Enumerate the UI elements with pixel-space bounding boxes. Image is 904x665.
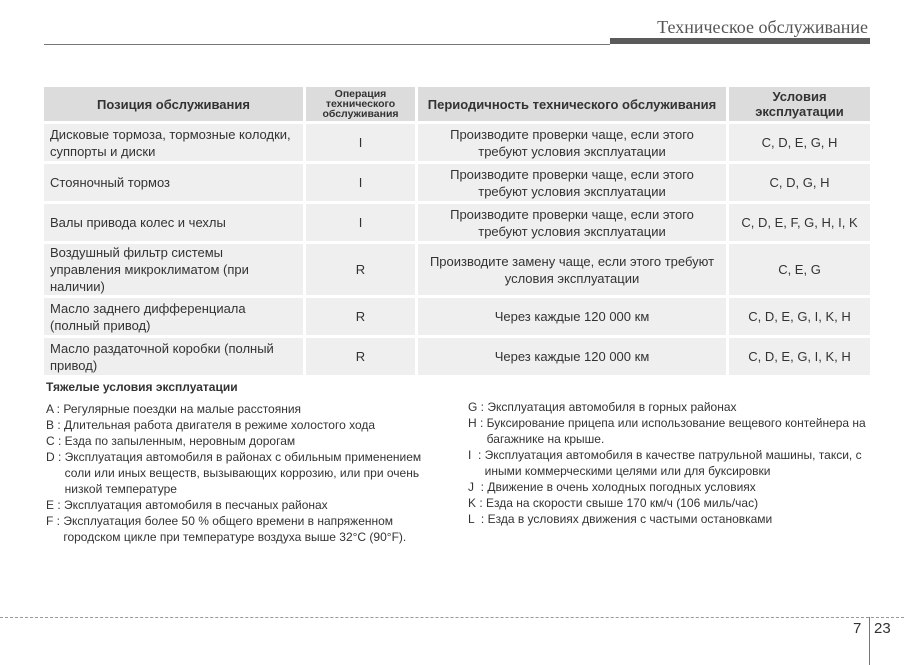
- list-item: [46, 497, 446, 513]
- cell-item: Воздушный фильтр системы управления микроклиматом (при наличии): [44, 244, 303, 295]
- table-row: [44, 204, 870, 241]
- condition-letter: J :: [468, 480, 488, 494]
- cell-operation: R: [306, 298, 415, 335]
- cell-operation: I: [306, 164, 415, 201]
- cell-interval: Производите проверки чаще, если этого требуют условия эксплуатации: [418, 124, 726, 161]
- condition-text: Эксплуатация более 50 % общего времени в напряженном городском цикле при температуре воздуха выше 32°C (90°F).: [63, 514, 407, 544]
- cell-item: Масло раздаточной коробки (полный привод): [44, 338, 303, 375]
- conditions-title: Тяжелые условия эксплуатации: [46, 380, 238, 394]
- footer-divider: [0, 617, 904, 618]
- conditions-list-left: [46, 401, 446, 545]
- condition-letter: K :: [468, 496, 487, 510]
- condition-text: Регулярные поездки на малые расстояния: [63, 402, 302, 416]
- cell-item: Стояночный тормоз: [44, 164, 303, 201]
- cell-operation: I: [306, 124, 415, 161]
- list-item: [468, 415, 878, 447]
- list-item: [468, 447, 878, 479]
- condition-text: Эксплуатация автомобиля в качестве патрульной машины, такси, с иными коммерческими целями или для буксировки: [484, 448, 862, 478]
- header-divider: [44, 44, 610, 45]
- condition-letter: C :: [46, 434, 65, 448]
- cell-operation: R: [306, 244, 415, 295]
- page-number: 23: [874, 620, 891, 637]
- conditions-list-right: [468, 399, 878, 527]
- chapter-number: 7: [853, 620, 862, 637]
- list-item: [468, 399, 878, 415]
- cell-item: Дисковые тормоза, тормозные колодки, суппорты и диски: [44, 124, 303, 161]
- condition-letter: H :: [468, 416, 487, 430]
- cell-interval: Производите проверки чаще, если этого требуют условия эксплуатации: [418, 204, 726, 241]
- header-interval: Периодичность технического обслуживания: [418, 87, 726, 121]
- cell-conditions: C, D, G, H: [729, 164, 870, 201]
- condition-text: Эксплуатация автомобиля в горных районах: [487, 400, 737, 414]
- list-item: [46, 417, 446, 433]
- cell-conditions: C, D, E, G, I, K, H: [729, 298, 870, 335]
- condition-letter: A :: [46, 402, 64, 416]
- table-row: [44, 338, 870, 375]
- header-accent-bar: [610, 38, 870, 44]
- condition-text: Езда по запыленным, неровным дорогам: [64, 434, 296, 448]
- list-item: [46, 513, 446, 545]
- cell-interval: Через каждые 120 000 км: [418, 298, 726, 335]
- list-item: [46, 401, 446, 417]
- cell-item: Масло заднего дифференциала (полный привод): [44, 298, 303, 335]
- cell-operation: R: [306, 338, 415, 375]
- condition-letter: I :: [468, 448, 485, 462]
- header-operation: Операция технического обслуживания: [306, 87, 415, 121]
- condition-text: Буксирование прицепа или использование вещевого контейнера на багажнике на крыше.: [486, 416, 866, 446]
- condition-text: Езда в условиях движения с частыми остановками: [487, 512, 773, 526]
- list-item: [46, 449, 446, 497]
- cell-interval: Производите проверки чаще, если этого требуют условия эксплуатации: [418, 164, 726, 201]
- table-row: [44, 244, 870, 295]
- condition-letter: B :: [46, 418, 65, 432]
- condition-letter: L :: [468, 512, 488, 526]
- condition-text: Движение в очень холодных погодных условиях: [487, 480, 756, 494]
- table-row: [44, 164, 870, 201]
- cell-conditions: C, D, E, G, I, K, H: [729, 338, 870, 375]
- condition-text: Длительная работа двигателя в режиме холостого хода: [64, 418, 376, 432]
- condition-letter: E :: [46, 498, 65, 512]
- table-row: [44, 124, 870, 161]
- page-header-title: Техническое обслуживание: [657, 17, 868, 37]
- list-item: [468, 495, 878, 511]
- list-item: [468, 511, 878, 527]
- maintenance-table: [41, 84, 873, 378]
- condition-text: Эксплуатация автомобиля в песчаных районах: [64, 498, 328, 512]
- table-row: [44, 298, 870, 335]
- condition-letter: D :: [46, 450, 65, 464]
- list-item: [468, 479, 878, 495]
- header-item: Позиция обслуживания: [44, 87, 303, 121]
- condition-letter: G :: [468, 400, 488, 414]
- cell-item: Валы привода колес и чехлы: [44, 204, 303, 241]
- condition-text: Езда на скорости свыше 170 км/ч (106 миль/час): [486, 496, 759, 510]
- cell-conditions: C, D, E, G, H: [729, 124, 870, 161]
- cell-operation: I: [306, 204, 415, 241]
- table-header-row: [44, 87, 870, 121]
- cell-interval: Производите замену чаще, если этого требуют условия эксплуатации: [418, 244, 726, 295]
- list-item: [46, 433, 446, 449]
- footer-page-separator: [869, 617, 870, 665]
- cell-conditions: C, E, G: [729, 244, 870, 295]
- header-conditions: Условия эксплуатации: [729, 87, 870, 121]
- condition-letter: F :: [46, 514, 64, 528]
- condition-text: Эксплуатация автомобиля в районах с обильным применением соли или иных веществ, вызывающих коррозию, или при очень низкой температуре: [64, 450, 422, 496]
- cell-conditions: C, D, E, F, G, H, I, K: [729, 204, 870, 241]
- cell-interval: Через каждые 120 000 км: [418, 338, 726, 375]
